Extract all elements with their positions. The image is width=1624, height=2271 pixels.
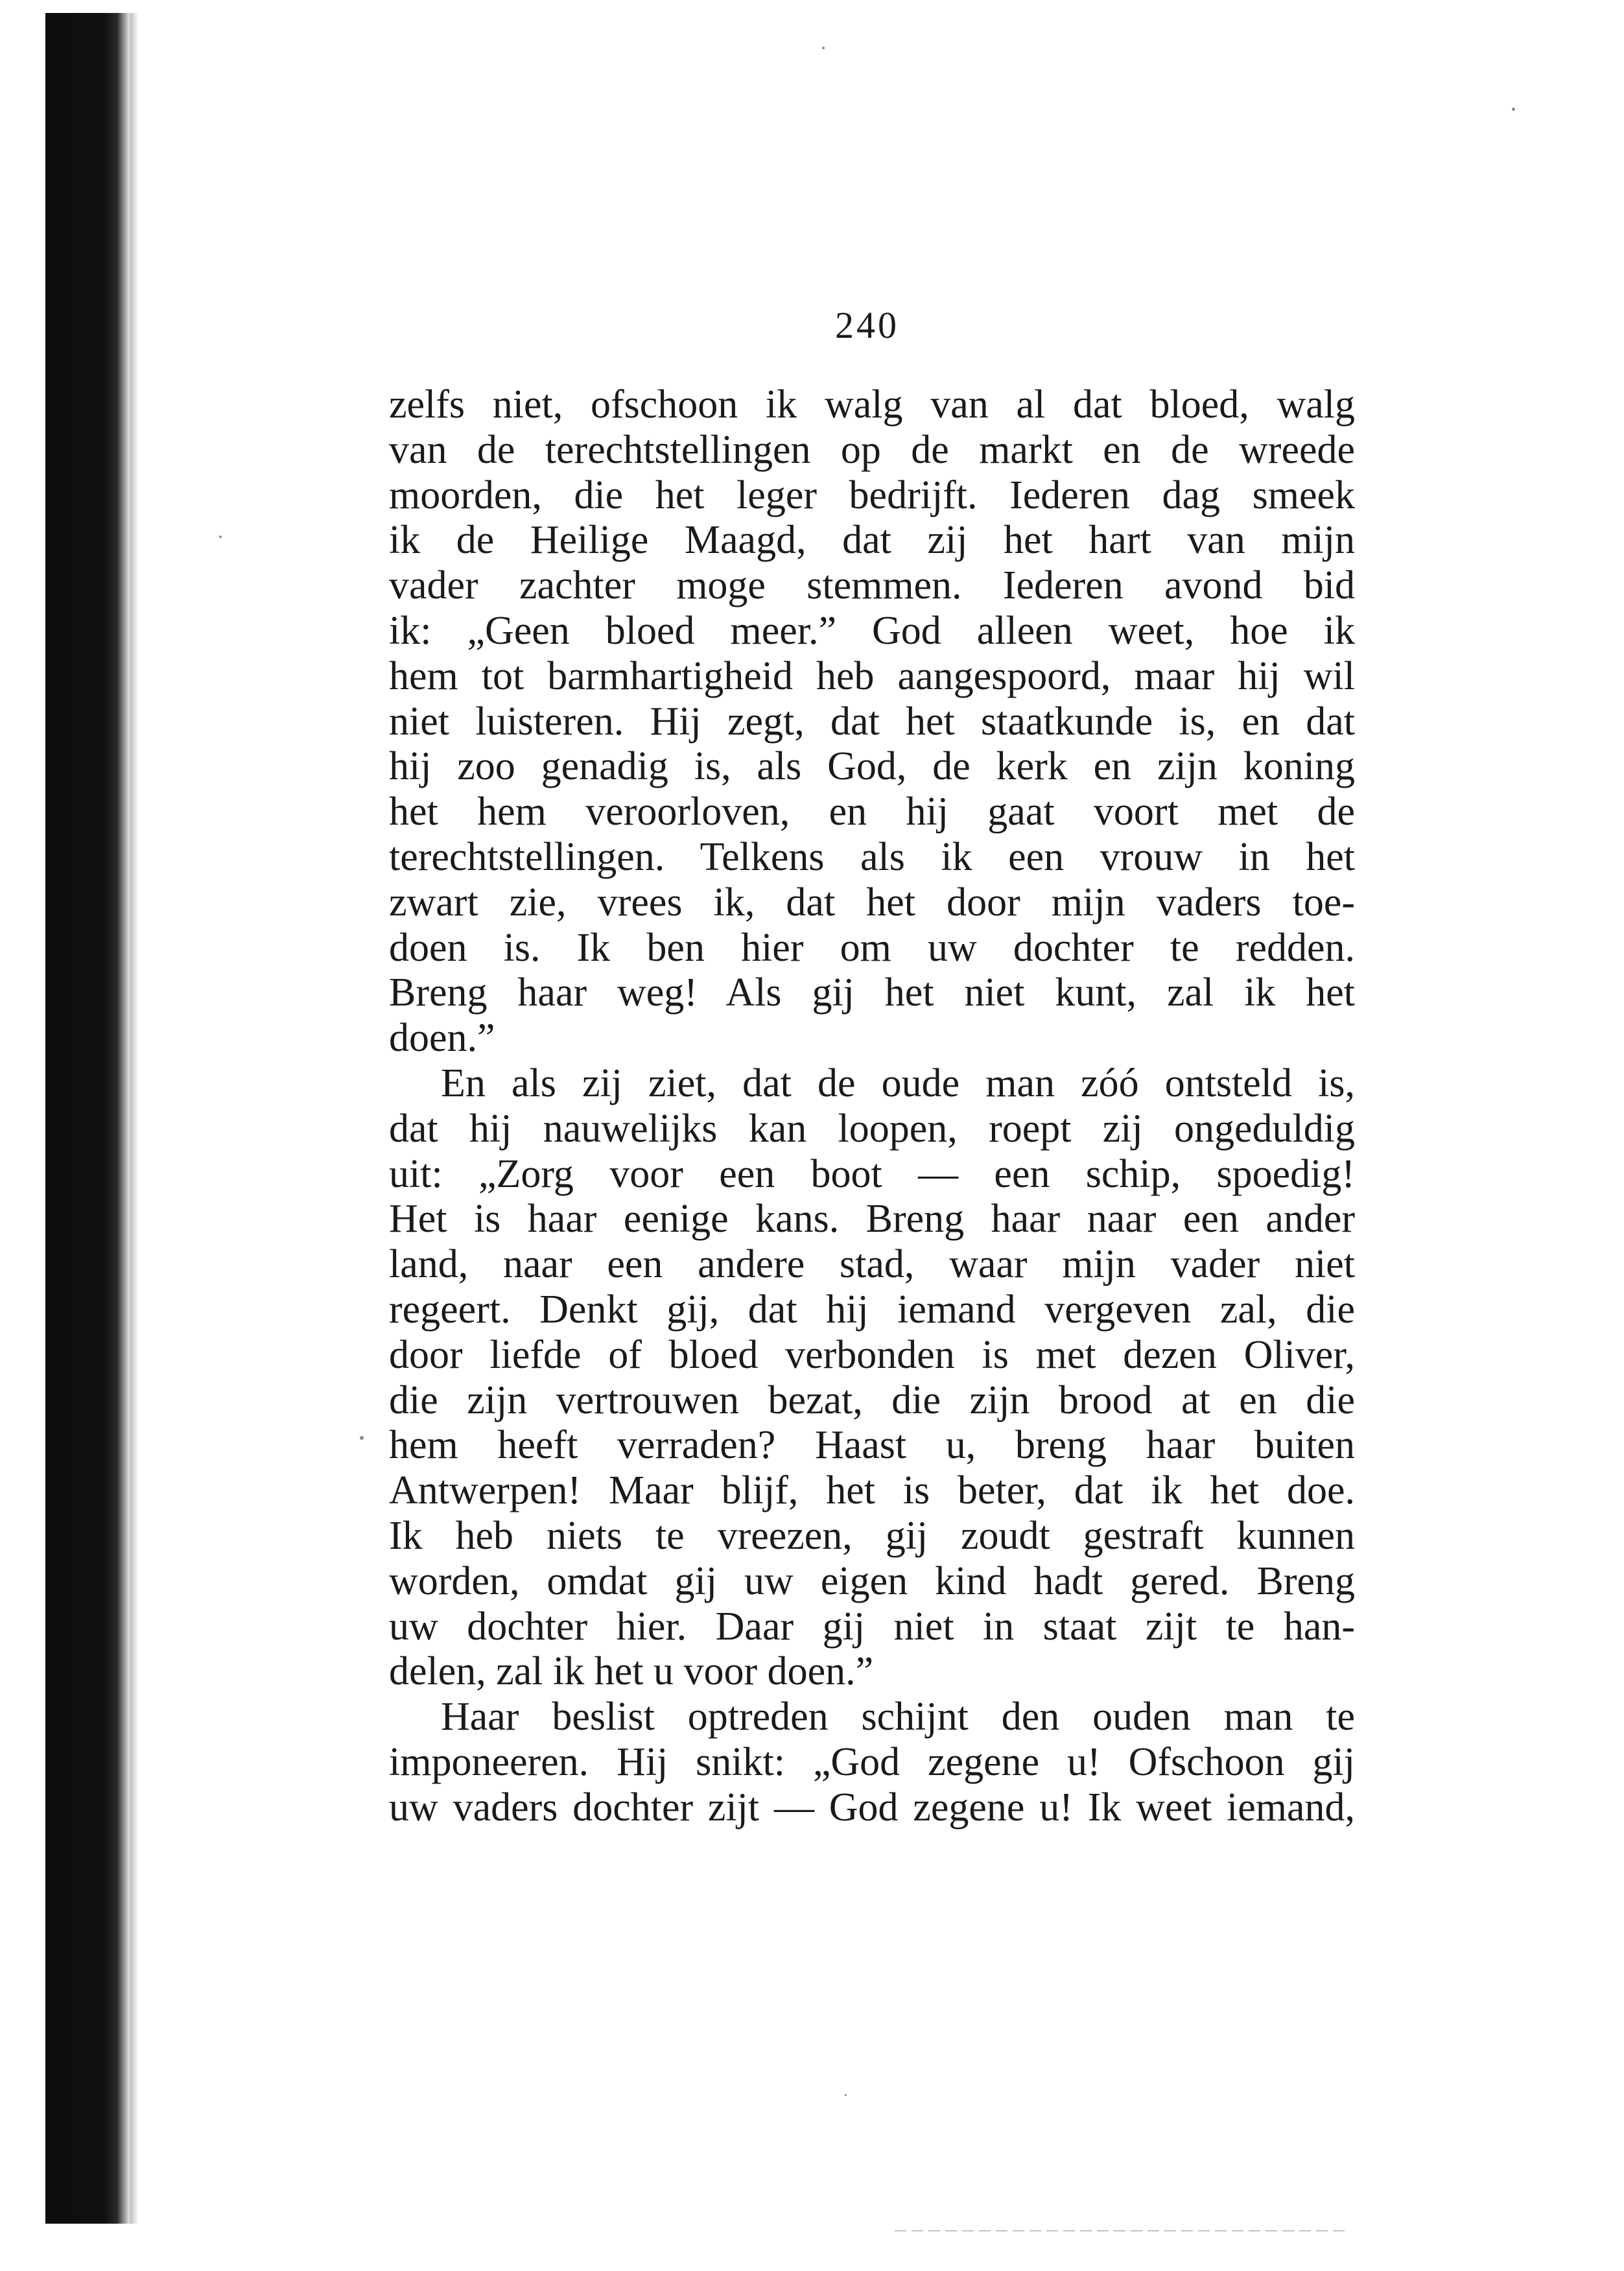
- text-line: delen, zal ik het u voor doen.”: [389, 1649, 874, 1694]
- text-line: van de terechtstellingen op de markt en de wreede: [389, 427, 1355, 472]
- text-line: Ik heb niets te vreezen, gij zoudt gestraft kunnen: [389, 1513, 1355, 1558]
- text-line: regeert. Denkt gij, dat hij iemand vergeven zal, die: [389, 1287, 1355, 1332]
- paragraph-start-line: En als zij ziet, dat de oude man zóó ontsteld is,: [441, 1061, 1355, 1105]
- text-line: imponeeren. Hij snikt: „God zegene u! Ofschoon gij: [389, 1739, 1355, 1784]
- text-line: Antwerpen! Maar blijf, het is beter, dat ik het doe.: [389, 1468, 1355, 1513]
- text-line: niet luisteren. Hij zegt, dat het staatkunde is, en dat: [389, 699, 1355, 744]
- text-line: hem tot barmhartigheid heb aangespoord, maar hij wil: [389, 653, 1355, 698]
- text-line: Het is haar eenige kans. Breng haar naar een ander: [389, 1197, 1355, 1241]
- paper-speck: [845, 2094, 847, 2096]
- text-line: land, naar een andere stad, waar mijn vader niet: [389, 1242, 1355, 1287]
- paragraph-start-line: Haar beslist optreden schijnt den ouden man te: [441, 1695, 1355, 1739]
- text-line: uw dochter hier. Daar gij niet in staat zijt te han-: [389, 1604, 1355, 1649]
- paper-speck: [822, 47, 825, 49]
- paper-speck: [1512, 108, 1515, 111]
- text-line: die zijn vertrouwen bezat, die zijn brood at en die: [389, 1378, 1355, 1422]
- text-line: vader zachter moge stemmen. Iederen avond bid: [389, 563, 1355, 608]
- paper-speck: [360, 1436, 364, 1440]
- page-number: 240: [835, 304, 899, 346]
- text-line: moorden, die het leger bedrijft. Iederen dag smeek: [389, 473, 1355, 517]
- text-line: hem heeft verraden? Haast u, breng haar buiten: [389, 1423, 1355, 1468]
- scan-artifact-rule: [895, 2230, 1348, 2231]
- text-line: zwart zie, vrees ik, dat het door mijn vaders toe-: [389, 880, 1355, 924]
- text-line: uit: „Zorg voor een boot — een schip, spoedig!: [389, 1151, 1355, 1196]
- text-line: dat hij nauwelijks kan loopen, roept zij ongeduldig: [389, 1106, 1355, 1151]
- text-line: ik: „Geen bloed meer.” God alleen weet, hoe ik: [389, 608, 1355, 653]
- text-line: hij zoo genadig is, als God, de kerk en zijn koning: [389, 744, 1355, 789]
- text-line: doen.”: [389, 1016, 495, 1061]
- text-line: Breng haar weg! Als gij het niet kunt, zal ik het: [389, 971, 1355, 1015]
- text-line: het hem veroorloven, en hij gaat voort met de: [389, 790, 1355, 834]
- text-line: terechtstellingen. Telkens als ik een vrouw in het: [389, 834, 1355, 879]
- paper-speck: [219, 535, 222, 538]
- text-line: worden, omdat gij uw eigen kind hadt gered. Breng: [389, 1559, 1355, 1603]
- text-line: door liefde of bloed verbonden is met dezen Oliver,: [389, 1332, 1355, 1377]
- text-line: ik de Heilige Maagd, dat zij het hart van mijn: [389, 518, 1355, 563]
- text-line: uw vaders dochter zijt — God zegene u! Ik weet iemand,: [389, 1785, 1355, 1830]
- body-text: [389, 382, 1355, 1831]
- text-line: zelfs niet, ofschoon ik walg van al dat bloed, walg: [389, 382, 1355, 427]
- text-line: doen is. Ik ben hier om uw dochter te redden.: [389, 925, 1355, 970]
